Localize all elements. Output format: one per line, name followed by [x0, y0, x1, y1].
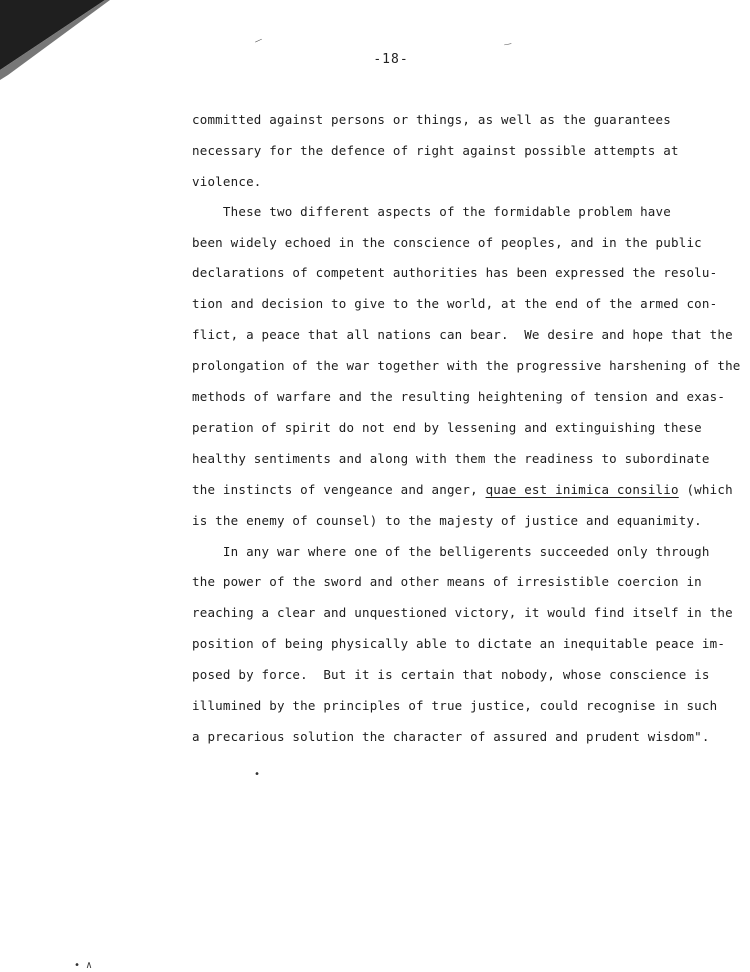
stray-mark: •: [254, 769, 261, 780]
text-line: flict, a peace that all nations can bear. We desire and hope that the: [192, 327, 733, 342]
text-line: prolongation of the war together with the progressive harshening of the: [192, 358, 741, 373]
text-line: committed against persons or things, as well as the guarantees: [192, 112, 671, 127]
text-line: [192, 482, 733, 498]
text-line: necessary for the defence of right against possible attempts at: [192, 143, 679, 158]
text-line: a precarious solution the character of assured and prudent wisdom".: [192, 729, 710, 744]
scan-corner-shadow: [0, 0, 110, 80]
text-line: tion and decision to give to the world, at the end of the armed con-: [192, 296, 718, 311]
text-line: been widely echoed in the conscience of peoples, and in the public: [192, 235, 702, 250]
text-line: position of being physically able to dictate an inequitable peace im-: [192, 636, 726, 651]
text-run: (which: [678, 482, 733, 497]
text-line: reaching a clear and unquestioned victory, it would find itself in the: [192, 605, 733, 620]
text-line: the power of the sword and other means of irresistible coercion in: [192, 574, 702, 589]
text-line: healthy sentiments and along with them the readiness to subordinate: [192, 451, 710, 466]
stray-mark: ‾: [503, 41, 514, 57]
text-run: the instincts of vengeance and anger,: [192, 482, 486, 497]
text-line: These two different aspects of the formidable problem have: [192, 204, 671, 219]
text-line: posed by force. But it is certain that nobody, whose conscience is: [192, 667, 710, 682]
page-number: -18-: [373, 52, 409, 67]
text-line: declarations of competent authorities has been expressed the resolu-: [192, 265, 718, 280]
stray-mark: • ∧: [74, 960, 93, 971]
latin-emphasis: quae est inimica consilio: [485, 482, 679, 497]
text-line: violence.: [192, 174, 262, 189]
text-line: methods of warfare and the resulting heightening of tension and exas-: [192, 389, 726, 404]
text-line: is the enemy of counsel) to the majesty of justice and equanimity.: [192, 513, 702, 528]
stray-mark: ‾: [254, 37, 267, 53]
text-line: In any war where one of the belligerents succeeded only through: [192, 544, 710, 559]
text-line: illumined by the principles of true justice, could recognise in such: [192, 698, 718, 713]
text-line: peration of spirit do not end by lessening and extinguishing these: [192, 420, 702, 435]
